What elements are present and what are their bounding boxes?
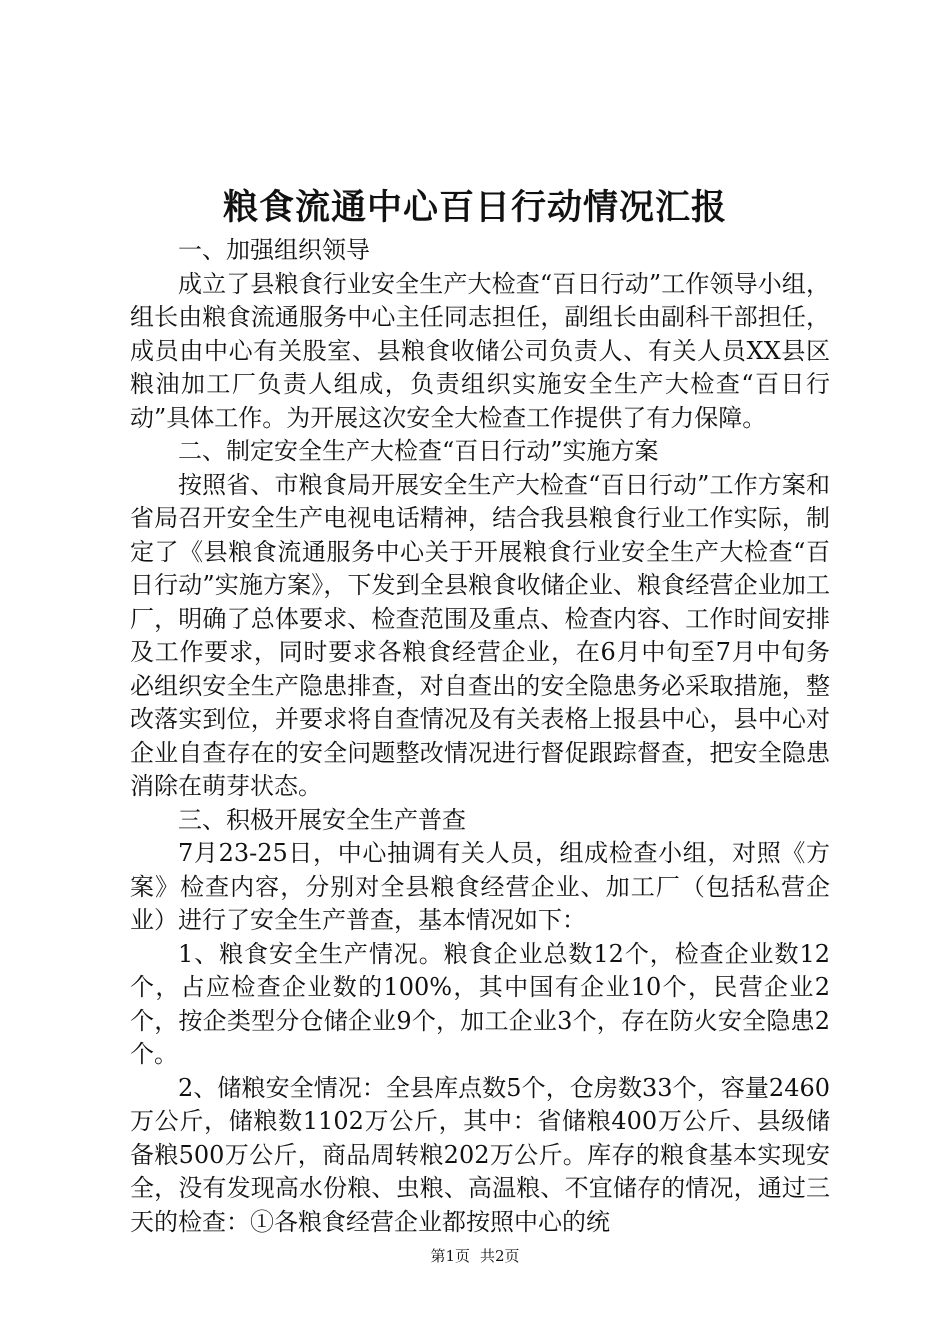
section-heading-1: 一、加强组织领导 xyxy=(178,236,370,264)
paragraph-1: 成立了县粮食行业安全生产大检查“百日行动”工作领导小组，组长由粮食流通服务中心主任同志担任，副组长由副科干部担任，成员由中心有关股室、县粮食收储公司负责人、有关人员XX县区粮油加工厂负责人组成，负责组织实施安全生产大检查“百日行动”具体工作。为开展这次安全大检查工作提供了有力保障。 xyxy=(130,269,830,432)
paragraph-4: 1、粮食安全生产情况。粮食企业总数12个，检查企业数12个，占应检查企业数的100%，其中国有企业10个，民营企业2个，按企类型分仓储企业9个，加工企业3个，存在防火安全隐患2个。 xyxy=(130,939,830,1068)
paragraph-3: 7月23-25日，中心抽调有关人员，组成检查小组，对照《方案》检查内容，分别对全县粮食经营企业、加工厂（包括私营企业）进行了安全生产普查，基本情况如下： xyxy=(130,839,830,934)
paragraph-2: 按照省、市粮食局开展安全生产大检查“百日行动”工作方案和省局召开安全生产电视电话精神，结合我县粮食行业工作实际，制定了《县粮食流通服务中心关于开展粮食行业安全生产大检查“百日行动”实施方案》，下发到全县粮食收储企业、粮食经营企业加工厂，明确了总体要求、检查范围及重点、检查内容、工作时间安排及工作要求，同时要求各粮食经营企业，在6月中旬至7月中旬务必组织安全生产隐患排查，对自查出的安全隐患务必采取措施，整改落实到位，并要求将自查情况及有关表格上报县中心，县中心对企业自查存在的安全问题整改情况进行督促跟踪督查，把安全隐患消除在萌芽状态。 xyxy=(130,470,830,800)
paragraph-5: 2、储粮安全情况：全县库点数5个，仓房数33个，容量2460万公斤，储粮数1102万公斤，其中：省储粮400万公斤、县级储备粮500万公斤，商品周转粮202万公斤。库存的粮食基本实现安全，没有发现高水份粮、虫粮、高温粮、不宜储存的情况，通过三天的检查：①各粮食经营企业都按照中心的统 xyxy=(130,1073,830,1236)
page-total: 共2页 xyxy=(480,1247,520,1265)
document-title: 粮食流通中心百日行动情况汇报 xyxy=(222,187,727,228)
section-heading-2: 二、制定安全生产大检查“百日行动”实施方案 xyxy=(178,437,659,465)
page-number: 第1页 xyxy=(430,1247,470,1265)
page-footer xyxy=(0,1245,950,1267)
section-heading-3: 三、积极开展安全生产普查 xyxy=(178,805,466,834)
document-body xyxy=(130,234,830,1239)
